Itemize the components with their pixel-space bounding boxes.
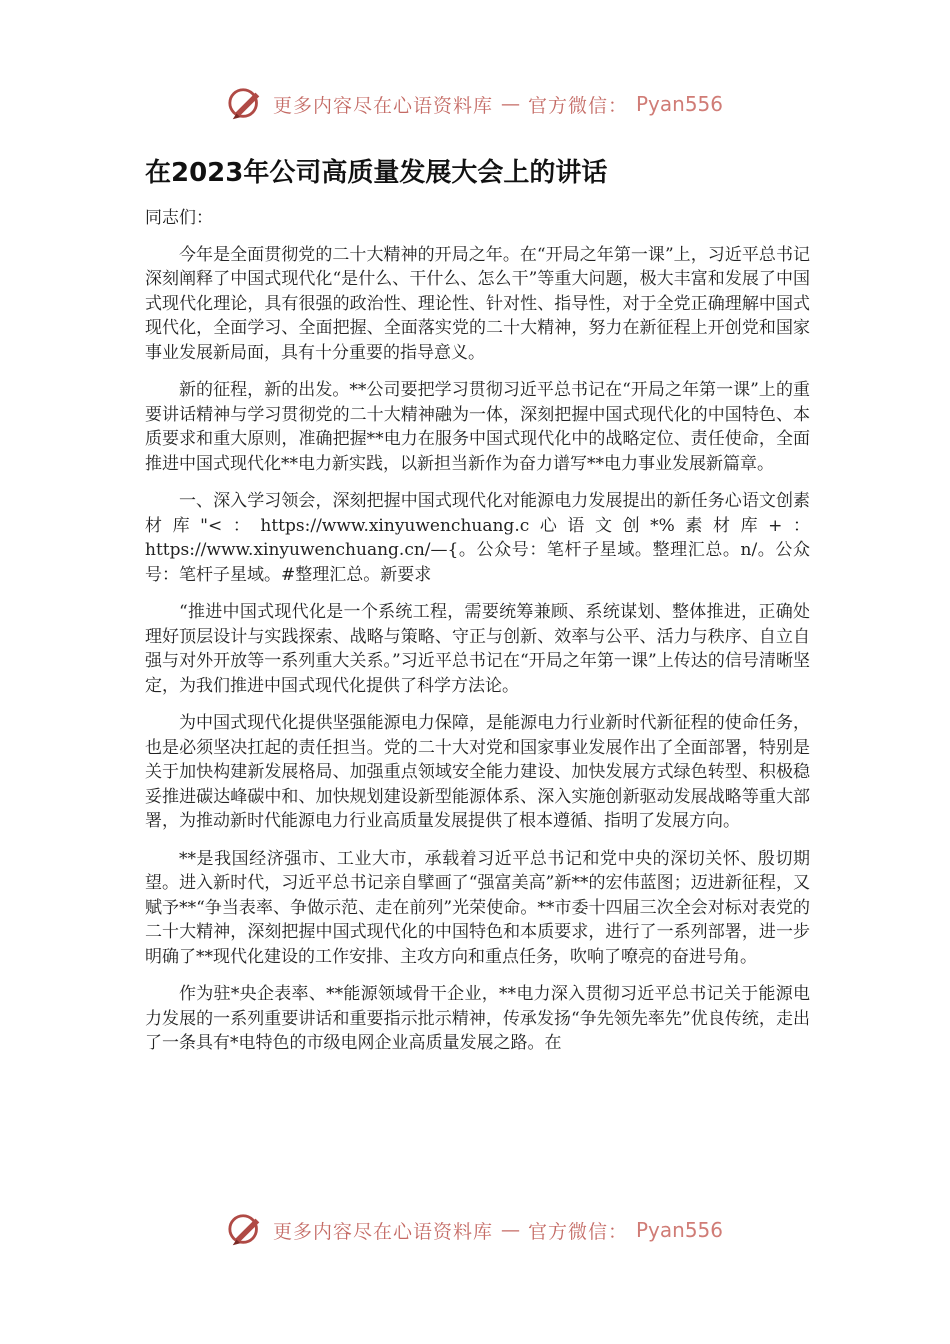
banner-dash: — [500,93,520,115]
banner-slogan: 更多内容尽在心语资料库 [272,94,493,117]
banner-wechat-id: Pyan556 [636,1218,724,1242]
paragraph: 作为驻*央企表率、**能源领域骨干企业，**电力深入贯彻习近平总书记关于能源电力发展的一系列重要讲话和重要指示批示精神，传承发扬“争先领先率先”优良传统，走出了一条具有*电特色的市级电网企业高质量发展之路。在 [145,984,810,1054]
section-heading: 一、深入学习领会，深刻把握中国式现代化对能源电力发展提出的新任务心语文创素材库"<：https://www.xinyuwenchuang.c心语文创*%素材库+：https://www.xinyuwenchuang.cn/—{。公众号：笔杆子星域。整理汇总。n/。公众号：笔杆子星域。#整理汇总。新要求 [145,491,810,585]
footer-watermark-banner [0,1208,950,1252]
document-body [145,206,810,1069]
pen-logo-icon [227,85,265,123]
header-watermark-banner [0,82,950,126]
page-title: 在2023年公司高质量发展大会上的讲话 [145,158,608,188]
salutation: 同志们： [145,208,213,228]
paragraph: 今年是全面贯彻党的二十大精神的开局之年。在“开局之年第一课”上，习近平总书记深刻阐释了中国式现代化“是什么、干什么、怎么干”等重大问题，极大丰富和发展了中国式现代化理论，具有很强的政治性、理论性、针对性、指导性，对于全党正确理解中国式现代化，全面学习、全面把握、全面落实党的二十大精神，努力在新征程上开创党和国家事业发展新局面，具有十分重要的指导意义。 [145,244,810,363]
banner-account-label: 官方微信： [527,94,628,117]
paragraph: **是我国经济强市、工业大市，承载着习近平总书记和党中央的深切关怀、殷切期望。进入新时代，习近平总书记亲自擘画了“强富美高”新**的宏伟蓝图；迈进新征程，又赋予**“争当表率、争做示范、走在前列”光荣使命。**市委十四届三次全会对标对表党的二十大精神，深刻把握中国式现代化的中国特色和本质要求，进行了一系列部署，进一步明确了**现代化建设的工作安排、主攻方向和重点任务，吹响了嘹亮的奋进号角。 [145,848,810,967]
banner-wechat-id: Pyan556 [636,92,724,116]
paragraph: 为中国式现代化提供坚强能源电力保障，是能源电力行业新时代新征程的使命任务，也是必须坚决扛起的责任担当。党的二十大对党和国家事业发展作出了全面部署，特别是关于加快构建新发展格局、加强重点领域安全能力建设、加快发展方式绿色转型、积极稳妥推进碳达峰碳中和、加快规划建设新型能源体系、深入实施创新驱动发展战略等重大部署，为推动新时代能源电力行业高质量发展提供了根本遵循、指明了发展方向。 [145,713,810,832]
banner-dash: — [500,1219,520,1241]
banner-slogan: 更多内容尽在心语资料库 [272,1220,493,1243]
paragraph: 新的征程，新的出发。**公司要把学习贯彻习近平总书记在“开局之年第一课”上的重要讲话精神与学习贯彻党的二十大精神融为一体，深刻把握中国式现代化的中国特色、本质要求和重大原则，准确把握**电力在服务中国式现代化中的战略定位、责任使命，全面推进中国式现代化**电力新实践，以新担当新作为奋力谱写**电力事业发展新篇章。 [145,380,810,474]
banner-account-label: 官方微信： [527,1220,628,1243]
paragraph: “推进中国式现代化是一个系统工程，需要统筹兼顾、系统谋划、整体推进，正确处理好顶层设计与实践探索、战略与策略、守正与创新、效率与公平、活力与秩序、自立自强与对外开放等一系列重大关系。”习近平总书记在“开局之年第一课”上传达的信号清晰坚定，为我们推进中国式现代化提供了科学方法论。 [145,602,810,696]
pen-logo-icon [227,1211,265,1249]
